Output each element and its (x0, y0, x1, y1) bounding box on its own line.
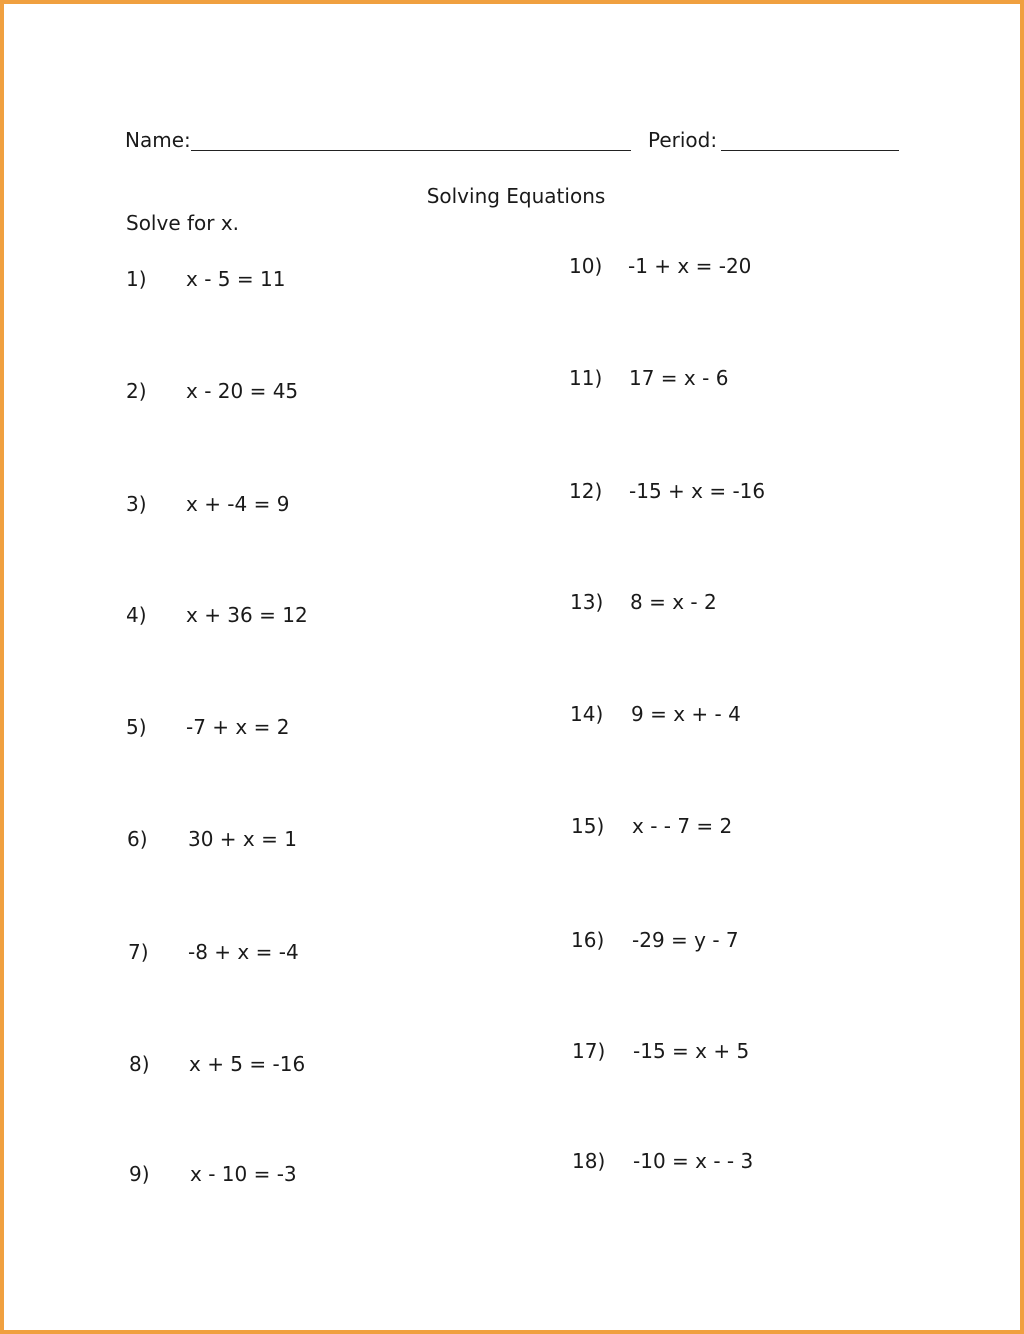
problem-number: 3) (126, 492, 147, 516)
problem-equation: x + -4 = 9 (186, 492, 290, 516)
problem-equation: 17 = x - 6 (629, 366, 729, 390)
problem-number: 12) (569, 479, 603, 503)
name-label: Name: (125, 128, 191, 152)
name-blank-line (191, 150, 631, 151)
worksheet-title: Solving Equations (426, 184, 606, 208)
problem-equation: 30 + x = 1 (188, 827, 297, 851)
problem-number: 2) (126, 379, 147, 403)
problem-4 (126, 603, 308, 699)
problem-17 (572, 1039, 750, 1135)
instructions: Solve for x. (126, 211, 240, 235)
problem-equation: x - - 7 = 2 (632, 814, 733, 838)
problem-15 (571, 814, 733, 910)
problem-equation: 8 = x - 2 (630, 590, 717, 614)
problem-14 (570, 702, 741, 798)
problem-equation: -15 + x = -16 (629, 479, 766, 503)
problem-number: 13) (570, 590, 604, 614)
problem-number: 4) (126, 603, 147, 627)
problem-number: 8) (129, 1052, 150, 1076)
problem-16 (571, 928, 739, 1024)
problem-9 (129, 1162, 297, 1258)
problem-equation: -1 + x = -20 (628, 254, 752, 278)
problem-equation: -10 = x - - 3 (633, 1149, 754, 1173)
problem-13 (570, 590, 717, 686)
problem-number: 7) (128, 940, 149, 964)
problem-number: 6) (127, 827, 148, 851)
problem-number: 10) (569, 254, 603, 278)
problem-number: 1) (126, 267, 147, 291)
problem-equation: -8 + x = -4 (188, 940, 299, 964)
problem-equation: x - 10 = -3 (190, 1162, 297, 1186)
problem-equation: -7 + x = 2 (186, 715, 290, 739)
problem-equation: -15 = x + 5 (633, 1039, 750, 1063)
problem-equation: 9 = x + - 4 (631, 702, 741, 726)
period-label: Period: (648, 128, 718, 152)
problem-2 (126, 379, 299, 475)
period-blank-line (721, 150, 899, 151)
problem-number: 11) (569, 366, 603, 390)
problem-number: 16) (571, 928, 605, 952)
problem-6 (127, 827, 297, 923)
problem-equation: x + 36 = 12 (186, 603, 308, 627)
problem-equation: -29 = y - 7 (632, 928, 739, 952)
problem-number: 5) (126, 715, 147, 739)
problem-number: 14) (570, 702, 604, 726)
problem-18 (572, 1149, 754, 1245)
problem-equation: x + 5 = -16 (189, 1052, 306, 1076)
problem-number: 9) (129, 1162, 150, 1186)
problem-11 (569, 366, 729, 462)
problem-number: 17) (572, 1039, 606, 1063)
problem-equation: x - 20 = 45 (186, 379, 299, 403)
problem-12 (569, 479, 766, 575)
problem-10 (569, 254, 752, 350)
problem-8 (129, 1052, 306, 1148)
problem-number: 18) (572, 1149, 606, 1173)
problem-number: 15) (571, 814, 605, 838)
problem-1 (126, 267, 286, 363)
problem-3 (126, 492, 290, 588)
problem-5 (126, 715, 290, 811)
problem-equation: x - 5 = 11 (186, 267, 286, 291)
problem-7 (128, 940, 299, 1036)
